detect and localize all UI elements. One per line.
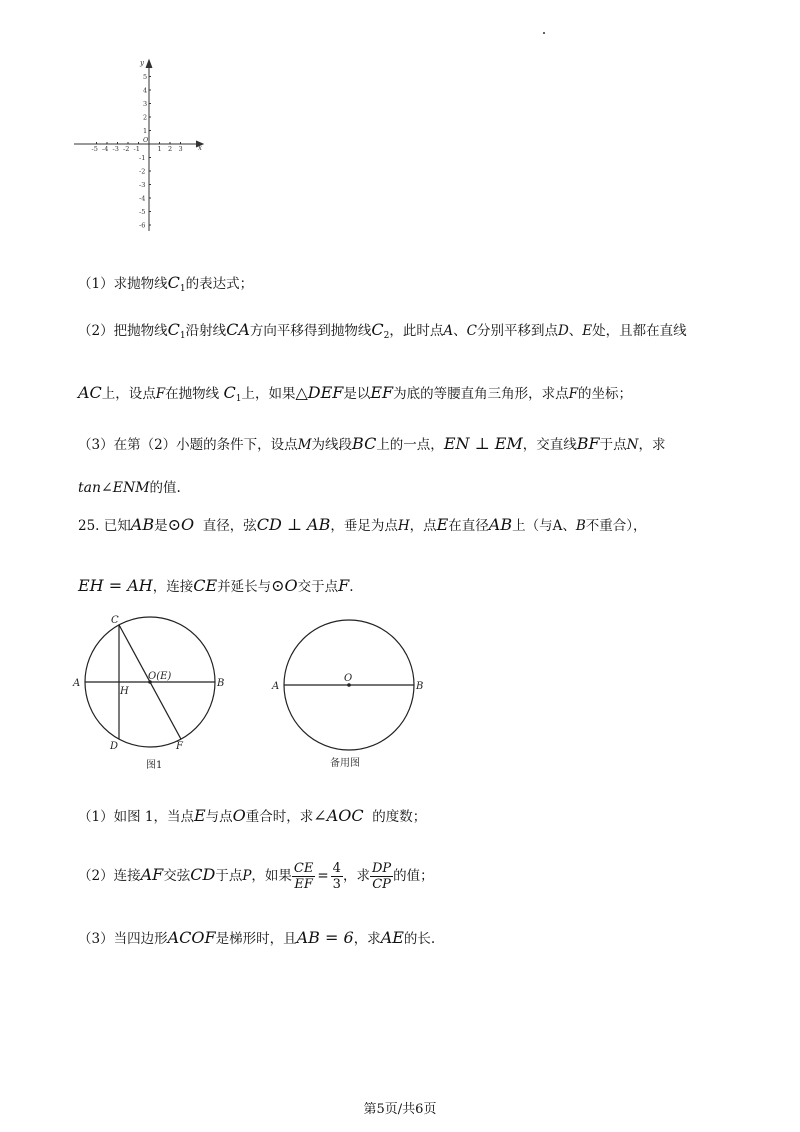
y-tick-label: 4 <box>143 86 148 95</box>
y-tick-label: -1 <box>139 154 146 162</box>
label-o: O <box>344 673 353 684</box>
x-tick-label: -5 <box>91 145 98 153</box>
q25-part2: （2）连接AF交弦CD于点P，如果 $\frac{CE}{EF}$ = $\frac{4}{3}$ ，求 $\frac{DP}{CP}$ 的值； <box>78 861 434 892</box>
label-b: B <box>416 681 424 692</box>
fraction-dp-cp: $\frac{DP}{CP}$ <box>371 861 392 892</box>
figure-1-caption: 图1 <box>146 760 163 771</box>
y-tick-label: 2 <box>143 113 148 122</box>
x-tick-label: -4 <box>102 145 109 153</box>
label-f: F <box>176 741 183 752</box>
origin-label: O <box>143 136 149 144</box>
label-oe: O(E) <box>148 671 172 682</box>
figure-1 <box>70 612 240 772</box>
fraction-ce-ef: $\frac{CE}{EF}$ <box>293 861 314 892</box>
y-tick-label: -2 <box>139 167 146 176</box>
x-tick-label: 1 <box>157 145 162 153</box>
q25-part1: （1）如图 1，当点E与点O重合时，求∠AOC 的度数； <box>78 806 427 825</box>
label-c: C <box>111 615 119 626</box>
label-h: H <box>120 686 129 697</box>
y-tick-label: 5 <box>143 73 148 81</box>
y-tick-label: 1 <box>143 127 148 135</box>
figure-2-caption: 备用图 <box>330 758 360 769</box>
q24-part2-line1: （2）把抛物线$C_1$沿射线CA方向平移得到抛物线$C_2$，此时点A、C分别平移到点D、E处，且都在直线 <box>78 320 687 341</box>
q24-part3-line2: tan∠ENM的值. <box>78 480 181 496</box>
q25-part3: （3）当四边形ACOF是梯形时，且AB = 6，求AE的长. <box>78 928 436 947</box>
stray-dot <box>543 32 545 34</box>
label-b: B <box>217 678 225 689</box>
x-tick-label: -3 <box>112 145 119 153</box>
label-a: A <box>272 681 280 692</box>
x-tick-label: 3 <box>178 145 183 153</box>
x-tick-label: -1 <box>133 145 140 153</box>
q24-part1: （1）求抛物线$C_1$的表达式； <box>78 273 254 294</box>
fraction-4-3: $\frac{4}{3}$ <box>332 861 341 892</box>
x-axis-label: x <box>198 144 202 152</box>
label-d: D <box>110 741 119 752</box>
q25-stem-line1: 25. 已知AB是⊙O 直径，弦CD ⊥ AB，垂足为点H，点E在直径AB上（与A、B不重合）， <box>78 515 647 534</box>
y-tick-label: 3 <box>143 100 148 108</box>
y-tick-label: -5 <box>139 208 146 216</box>
y-tick-label: -3 <box>139 181 146 189</box>
y-tick-label: -6 <box>139 221 146 230</box>
q24-part2-line2: AC上，设点F在抛物线 $C_1$上，如果△DEF是以EF为底的等腰直角三角形，求点F的坐标； <box>78 383 633 404</box>
q24-part3-line1: （3）在第（2）小题的条件下，设点M为线段BC上的一点，EN ⊥ EM，交直线BF于点N，求 <box>78 434 666 453</box>
coordinate-plane <box>70 56 210 236</box>
page-footer: 第5页/共6页 <box>363 1102 437 1117</box>
y-tick-label: -4 <box>139 194 146 203</box>
x-tick-label: 2 <box>168 145 173 153</box>
y-axis-label: y <box>140 59 144 67</box>
q25-stem-line2: EH = AH，连接CE并延长与⊙O交于点F. <box>78 576 354 595</box>
figure-2 <box>268 612 438 772</box>
label-a: A <box>73 678 81 689</box>
x-tick-label: -2 <box>123 145 130 153</box>
